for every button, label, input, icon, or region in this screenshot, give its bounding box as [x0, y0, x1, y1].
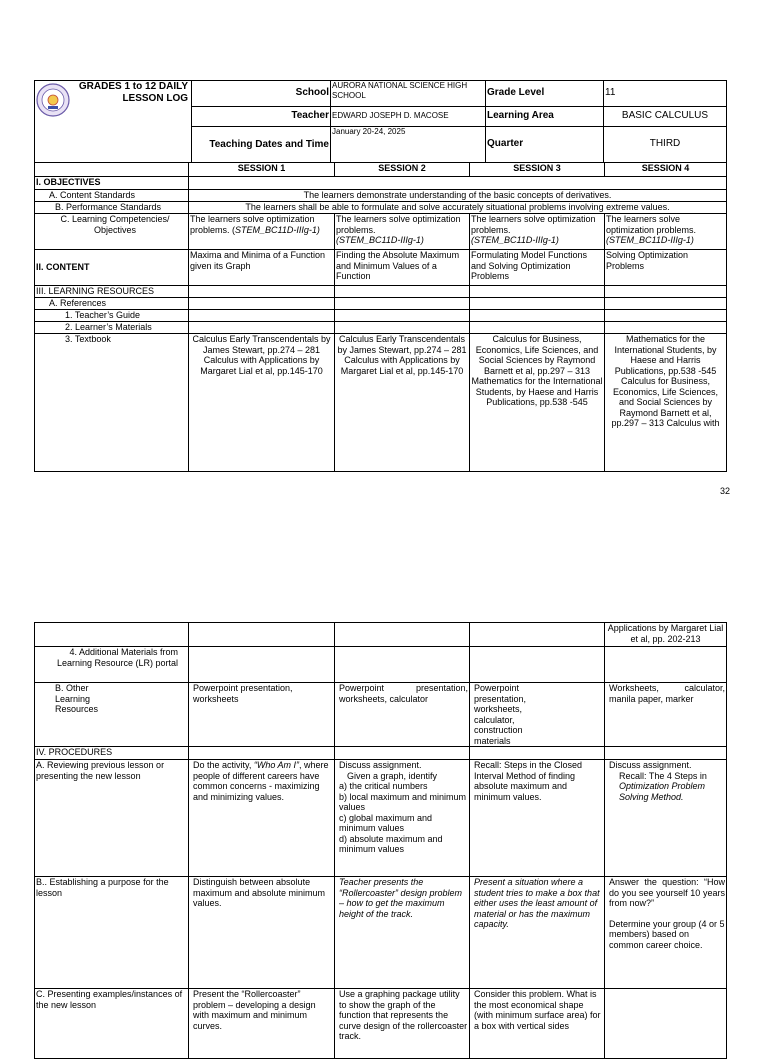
session-2-header: SESSION 2 [335, 163, 470, 177]
procedure-a-label: A. Reviewing previous lesson or presenting the new lesson [35, 760, 189, 877]
objectives-heading: I. OBJECTIVES [35, 177, 189, 190]
procedure-c-2: Use a graphing package utility to show the graph of the function that represents the curve design of the rollercoaster track. [335, 989, 470, 1059]
teacher-value: EDWARD JOSEPH D. MACOSE [331, 107, 486, 127]
school-label: School [192, 81, 331, 107]
procedure-b-4: Answer the question: “How do you see yourself 10 years from now?” Determine your group (4 or 5 members) based on common career choice. [605, 877, 727, 989]
dates-label: Teaching Dates and Time [192, 127, 331, 163]
textbook-4: Mathematics for the International Students, by Haese and Harris Publications, pp.538 -545 Calculus for Business, Economics, Life Sciences, and Social Sciences by Raymond Barnett et al, pp.297 – 313 Calculus with [605, 334, 727, 472]
teacher-label: Teacher [192, 107, 331, 127]
content-4: Solving Optimization Problems [605, 250, 727, 286]
learners-materials-label: 2. Learner’s Materials [35, 322, 189, 334]
other-resources-4: Worksheets, calculator, manila paper, marker [605, 683, 727, 747]
procedure-b-3: Present a situation where a student tries to make a box that either uses the least amount of material or has the maximum capacity. [470, 877, 605, 989]
other-resources-3: Powerpoint presentation, worksheets, calculator, construction materials [470, 683, 605, 747]
procedure-a-4: Discuss assignment. Recall: The 4 Steps in Optimization Problem Solving Method. [605, 760, 727, 877]
other-resources-1: Powerpoint presentation, worksheets [189, 683, 335, 747]
content-1: Maxima and Minima of a Function given its Graph [189, 250, 335, 286]
references-label: A. References [35, 298, 189, 310]
session-4-header: SESSION 4 [605, 163, 727, 177]
session-3-header: SESSION 3 [470, 163, 605, 177]
area-label: Learning Area [486, 107, 604, 127]
page-number: 32 [719, 486, 730, 496]
resources-heading: III. LEARNING RESOURCES [35, 286, 189, 298]
other-resources-label: B. Other Learning Resources [35, 683, 189, 747]
procedure-a-3: Recall: Steps in the Closed Interval Method of finding absolute maximum and minimum values. [470, 760, 605, 877]
procedure-c-label: C. Presenting examples/instances of the new lesson [35, 989, 189, 1059]
form-title: GRADES 1 to 12 DAILY LESSON LOG [35, 81, 192, 163]
header-table [34, 80, 727, 163]
textbook-label: 3. Textbook [35, 334, 189, 472]
page-2 [0, 510, 768, 1041]
quarter-label: Quarter [486, 127, 604, 163]
competencies-label: C. Learning Competencies/ Objectives [35, 214, 189, 250]
content-standards-text: The learners demonstrate understanding of the basic concepts of derivatives. [189, 190, 727, 202]
procedure-b-1: Distinguish between absolute maximum and absolute minimum values. [189, 877, 335, 989]
main-table [34, 162, 727, 472]
competency-2: The learners solve optimization problems. (STEM_BC11D-IIIg-1) [335, 214, 470, 250]
grade-label: Grade Level [486, 81, 604, 107]
textbook-2: Calculus Early Transcendentals by James Stewart, pp.274 – 281 Calculus with Applications by Margaret Lial et al, pp.145-170 [335, 334, 470, 472]
other-resources-2: Powerpoint presentation, worksheets, calculator [335, 683, 470, 747]
procedure-a-2: Discuss assignment. Given a graph, identify a) the critical numbers b) local maximum and minimum values c) global maximum and minimum values d) absolute maximum and minimum values [335, 760, 470, 877]
textbook-1: Calculus Early Transcendentals by James Stewart, pp.274 – 281 Calculus with Applications by Margaret Lial et al, pp.145-170 [189, 334, 335, 472]
quarter-value: THIRD [604, 127, 727, 163]
competency-1: The learners solve optimization problems. (STEM_BC11D-IIIg-1) [189, 214, 335, 250]
session-1-header: SESSION 1 [189, 163, 335, 177]
dates-value: January 20-24, 2025 [331, 127, 486, 163]
additional-materials-label: 4. Additional Materials from Learning Resource (LR) portal [35, 647, 189, 683]
teachers-guide-label: 1. Teacher’s Guide [35, 310, 189, 322]
procedure-c-1: Present the “Rollercoaster” problem – developing a design with maximum and minimum curves. [189, 989, 335, 1059]
procedure-b-2: Teacher presents the “Rollercoaster” design problem – how to get the maximum height of the track. [335, 877, 470, 989]
procedure-b-label: B.. Establishing a purpose for the lesson [35, 877, 189, 989]
grade-value: 11 [604, 81, 727, 107]
performance-standards-label: B. Performance Standards [35, 202, 189, 214]
procedures-table [34, 622, 727, 1059]
area-value: BASIC CALCULUS [604, 107, 727, 127]
competency-3: The learners solve optimization problems. (STEM_BC11D-IIIg-1) [470, 214, 605, 250]
content-2: Finding the Absolute Maximum and Minimum Values of a Function [335, 250, 470, 286]
textbook-4-continued: Applications by Margaret Lial et al, pp. 202-213 [605, 623, 727, 647]
performance-standards-text: The learners shall be able to formulate and solve accurately situational problems involving extreme values. [189, 202, 727, 214]
procedure-c-3: Consider this problem. What is the most economical shape (with minimum surface area) for a box with vertical sides [470, 989, 605, 1059]
content-3: Formulating Model Functions and Solving Optimization Problems [470, 250, 605, 286]
competency-4: The learners solve optimization problems. (STEM_BC11D-IIIg-1) [605, 214, 727, 250]
procedure-a-1: Do the activity, “Who Am I”, where people of different careers have common concerns - maximizing and minimizing values. [189, 760, 335, 877]
textbook-3: Calculus for Business, Economics, Life Sciences, and Social Sciences by Raymond Barnett et al, pp.297 – 313 Mathematics for the International Students, by Haese and Harris Publications, pp.538 -545 [470, 334, 605, 472]
procedures-heading: IV. PROCEDURES [35, 747, 189, 760]
page-1 [0, 0, 768, 510]
content-standards-label: A. Content Standards [35, 190, 189, 202]
school-value: AURORA NATIONAL SCIENCE HIGH SCHOOL [331, 81, 486, 107]
content-heading: II. CONTENT [35, 250, 189, 286]
